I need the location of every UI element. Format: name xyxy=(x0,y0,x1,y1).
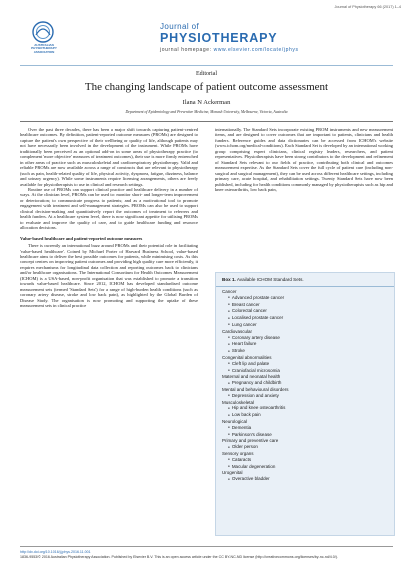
right-column xyxy=(215,127,393,192)
box-category: Primary and preventive care xyxy=(222,438,279,444)
homepage-label: journal homepage: xyxy=(160,47,212,53)
box-list-item: ● Localised prostate cancer xyxy=(222,315,388,322)
journal-citation: Journal of Physiotherapy 66 (2017) 1–4 xyxy=(334,5,401,9)
box-label: Box 1. xyxy=(222,277,236,282)
box-category: Congenital abnormalities xyxy=(222,354,272,360)
body-paragraph: Over the past three decades, there has been a major shift towards capturing patient-centred healthcare outcomes. By definition, patient-reported outcome measures (PROMs) are designed to capture the patient's own perspective of their wellbeing or quality of life, although patients may not have necessarily been involved in the development of the instrument. While PROMs have traditionally been perceived as an optional add-on in some areas of physiotherapy practice (to complement 'more objective' measures of treatment outcomes), their use is more firmly entrenched in other areas of practice such as musculoskeletal and cardiorespiratory physiotherapy. Valid and reliable PROMs are now available across a range of constructs that are relevant to physiotherapy (such as pain, health-related quality of life, physical activity, dyspnoea, fatigue, dizziness, balance and urinary urgency). While some instruments require licensing arrangements, others are freely available for physiotherapists to use in clinical and research settings. xyxy=(20,127,198,187)
section-heading: Value-based healthcare and patient-reported outcome measures xyxy=(20,235,143,241)
box-title xyxy=(216,273,394,287)
box-category: Neurological xyxy=(222,418,248,424)
box-list-item: ● Lung cancer xyxy=(222,322,388,329)
logo-text: AUSTRALIAN PHYSIOTHERAPY ASSOCIATION xyxy=(31,43,57,54)
author-name: Ilana N Ackerman xyxy=(182,99,231,106)
journal-of-label: Journal of xyxy=(160,22,200,31)
box-list-item: ● Cleft lip and palate xyxy=(222,361,388,368)
article-type: Editorial xyxy=(196,71,217,77)
box-category: Musculoskeletal xyxy=(222,399,255,405)
box-list-item: ● Craniofacial microsomia xyxy=(222,368,388,375)
author-affiliation: Department of Epidemiology and Preventive Medicine, Monash University, Melbourne, Victoria, Australia xyxy=(125,110,288,114)
left-column xyxy=(20,127,198,309)
journal-homepage xyxy=(160,47,299,53)
box-list-item: ● Breast cancer xyxy=(222,302,388,309)
box-list-item: ● Dementia xyxy=(222,425,388,432)
box-list-item: ● Coronary artery disease xyxy=(222,335,388,342)
box-list-item: ● Advanced prostate cancer xyxy=(222,295,388,302)
box-category: Maternal and neonatal health xyxy=(222,374,281,380)
box-category: Cancer xyxy=(222,289,237,294)
box-list-item: ● Pregnancy and childbirth xyxy=(222,380,388,387)
body-paragraph: internationally. The Standard Sets incorporate existing PROM instruments and new measurement items, and are designed to cover outcomes that are important to patients, clinicians and health funders. Reference guides and data dictionaries can be accessed from ICHOM's website (www.ichom.org/medical-conditions). Each Standard Set is developed by an international working group comprising expert clinicians, clinical registry leaders, researchers, and patient representatives. Physiotherapists have been strong contributors to the development and refinement of Standard Sets relevant to our fields of practice, contributing both clinical and outcomes measurement expertise. As the Standard Sets cover the full cycle of patient care (including non-surgical and surgical management), they can be used across different healthcare settings, including primary care, acute hospital, and rehabilitation settings. Twenty Standard Sets have now been published, including for health conditions commonly managed by physiotherapists such as hip and knee osteoarthritis, low back pain, xyxy=(215,127,393,192)
header-divider xyxy=(20,121,393,122)
box-list-item: ● Hip and knee osteoarthritis xyxy=(222,405,388,412)
box-category: Mental and behavioural disorders xyxy=(222,386,289,392)
footer xyxy=(20,546,393,559)
box-list-item: ● Cataracts xyxy=(222,457,388,464)
body-paragraph: There is currently an international buzz around PROMs and their potential role in facilitating 'value-based healthcare'. Coined by Michael Porter of Harvard Business School, value-based healthcare aims to deliver the best possible outcomes for patients, while minimising costs. As this concept centres on improving patient outcomes and providing high quality care more efficiently, it requires mechanisms for longitudinal data collection and reporting outcomes back to clinicians and/or healthcare organisations. The International Consortium for Health Outcomes Measurement (ICHOM) is a USA-based, non-profit organisation that was established to promote a transition towards value-based healthcare. Since 2012, ICHOM has developed standardised outcome measurement sets (termed 'Standard Sets') for a range of high-burden health conditions (such as coronary artery disease, stroke and low back pain), as highlighted by the Global Burden of Disease Study. The organisation is now promoting and supporting the uptake of these measurement sets in clinical practice xyxy=(20,243,198,309)
box-list-item: ● Heart failure xyxy=(222,341,388,348)
journal-name: PHYSIOTHERAPY xyxy=(160,31,278,45)
box-list-item: ● Colorectal cancer xyxy=(222,308,388,315)
homepage-link[interactable]: www.elsevier.com/locate/jphys xyxy=(213,47,299,53)
doi-link[interactable]: http://dx.doi.org/10.1016/j.jphys.2016.11.001 xyxy=(20,550,91,554)
box-list-item: ● Overactive bladder xyxy=(222,476,388,483)
box-list-item: ● Stroke xyxy=(222,348,388,355)
box-list-item: ● Low back pain xyxy=(222,412,388,419)
box-list xyxy=(216,287,394,483)
box-list-item: ● Parkinson's disease xyxy=(222,432,388,439)
standard-sets-box xyxy=(215,272,395,536)
box-category: Sensory organs xyxy=(222,450,254,456)
article-title: The changing landscape of patient outcome assessment xyxy=(84,81,329,93)
masthead xyxy=(20,17,393,66)
box-category: Cardiovascular xyxy=(222,328,253,334)
box-list-item: ● Older person xyxy=(222,444,388,451)
box-list-item: ● Macular degeneration xyxy=(222,464,388,471)
body-paragraph: Routine use of PROMs can support clinical practice and healthcare delivery in a number of ways. At the clinician level, PROMs can be used to: monitor short- and longer-term improvement or deterioration; to communicate progress to patients; and as a motivational tool to promote engagement with treatment and self-management strategies. PROMs can also be used to support clinical decision-making and quantitatively report the outcomes of treatment to referrers and health funders. At a healthcare system level, there is now significant appetite for utilising PROMs to evaluate and improve the quality of care, and to guide healthcare funding and resource allocation decisions. xyxy=(20,186,198,231)
box-caption: Available ICHOM Standard Sets. xyxy=(236,277,304,282)
box-list-item: ● Depression and anxiety xyxy=(222,393,388,400)
license-text: 1836-9553/© 2016 Australian Physiotherapy Association. Published by Elsevier B.V. This is an open access article under the CC BY-NC-ND license (http://creativecommons.org/licenses/by-nc-nd/4.0/). xyxy=(20,554,338,559)
box-category: Urogenital xyxy=(222,470,243,476)
